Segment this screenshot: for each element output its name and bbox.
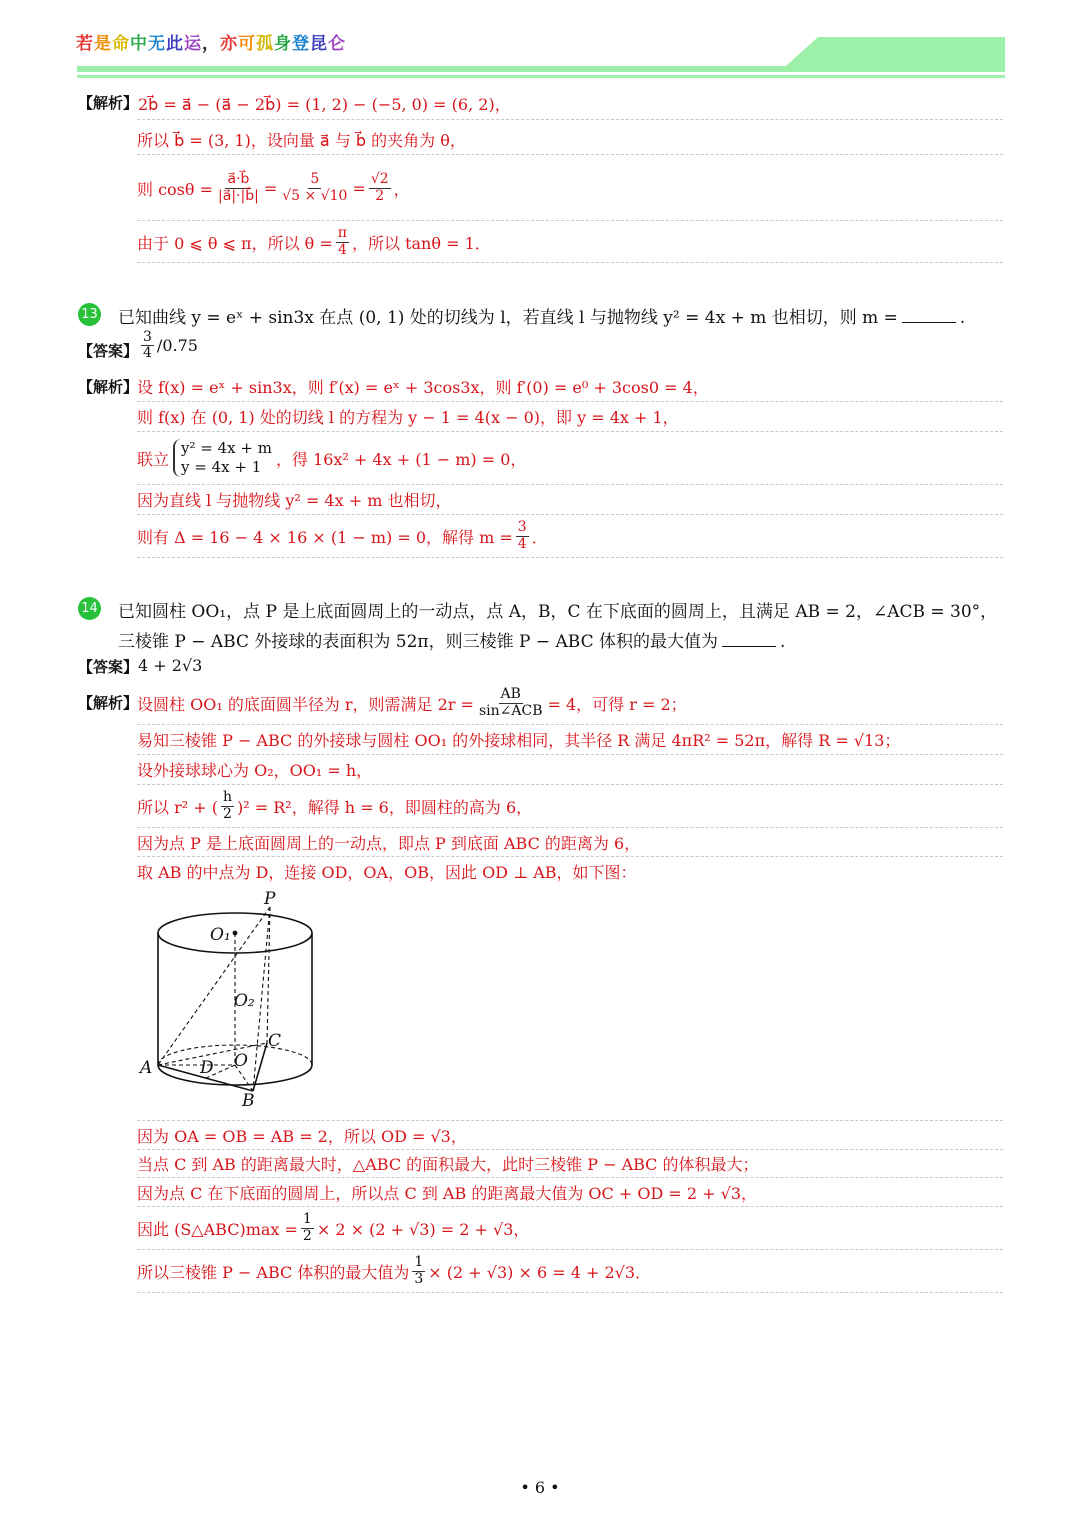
question-14-answer: 4 + 2√3 xyxy=(138,656,203,675)
q13-solution-line-4: 因为直线 l 与抛物线 y² = 4x + m 也相切， xyxy=(137,485,1003,515)
motto-char: 登 xyxy=(292,34,310,54)
motto-char: 命 xyxy=(112,34,130,54)
fig-label-O: O xyxy=(234,1051,248,1071)
motto-char: 是 xyxy=(94,34,112,54)
header-motto xyxy=(76,29,346,54)
motto-char: 可 xyxy=(238,34,256,54)
q14-solution-line-8: 当点 C 到 AB 的距离最大时，△ABC 的面积最大，此时三棱锥 P − ABC 的体积最大； xyxy=(137,1149,1003,1178)
prev-solution-line-3: 则 cosθ = $\frac{a⃗\cdot b⃗}{|a⃗|\cdot|b⃗|}$ = $\frac{5}{√5 \times √10}$ = $\frac{√2}{2}$ ， xyxy=(137,156,1003,221)
fig-label-O1: O₁ xyxy=(210,925,231,945)
prev-solution-line-4: 由于 0 ⩽ θ ⩽ π，所以 θ = $\frac{\pi}{4}$ ，所以 tanθ = 1． xyxy=(137,222,1003,263)
motto-char: ， xyxy=(202,34,220,54)
fig-label-P: P xyxy=(264,890,276,909)
q14-solution-line-3: 设外接球球心为 O₂，OO₁ = h， xyxy=(137,755,1003,785)
prev-solution-line-1: 2b⃗ = a⃗ − (a⃗ − 2b⃗) = (1, 2) − (−5, 0) = (6, 2)， xyxy=(138,95,511,114)
motto-char: 若 xyxy=(76,34,94,54)
answer-label: 【答案】 xyxy=(78,342,139,360)
motto-char: 孤 xyxy=(256,34,274,54)
question-13-text: 已知曲线 y = eˣ + sin3x 在点 (0, 1) 处的切线为 l，若直线 l 与抛物线 y² = 4x + m 也相切，则 m = . xyxy=(118,308,966,328)
q14-solution-line-11: 所以三棱锥 P − ABC 体积的最大值为 $\frac{1}{3}$ × (2 + √3) × 6 = 4 + 2√3． xyxy=(137,1250,1003,1293)
fig-label-B: B xyxy=(242,1091,255,1111)
analysis-label: 【解析】 xyxy=(78,378,139,396)
q13-solution-line-1: 设 f(x) = eˣ + sin3x，则 f′(x) = eˣ + 3cos3x，则 f′(0) = e⁰ + 3cos0 = 4， xyxy=(137,372,1003,402)
q13-solution-line-2: 则 f(x) 在 (0, 1) 处的切线 l 的方程为 y − 1 = 4(x − 0)，即 y = 4x + 1， xyxy=(137,402,1003,432)
motto-char: 此 xyxy=(166,34,184,54)
page-number: • 6 • xyxy=(520,1478,560,1497)
fig-label-A: A xyxy=(140,1058,153,1078)
analysis-label: 【解析】 xyxy=(78,694,139,712)
answer-blank xyxy=(902,308,956,323)
analysis-label: 【解析】 xyxy=(78,94,139,112)
question-14-badge: 14 xyxy=(78,597,101,620)
motto-char: 无 xyxy=(148,34,166,54)
q13-solution-line-5: 则有 Δ = 16 − 4 × 16 × (1 − m) = 0，解得 m = $\frac{3}{4}$ ． xyxy=(137,515,1003,558)
question-13-answer: $\frac{3}{4}$ /0.75 xyxy=(143,329,198,362)
q14-solution-line-9: 因为点 C 在下底面的圆周上，所以点 C 到 AB 的距离最大值为 OC + OD = 2 + √3， xyxy=(137,1178,1003,1207)
q14-solution-line-1: 设圆柱 OO₁ 的底面圆半径为 r，则需满足 2r = $\frac{AB}{\text{sin∠ACB}}$ = 4，可得 r = 2； xyxy=(137,682,1003,725)
q14-solution-line-5: 因为点 P 是上底面圆周上的一动点，即点 P 到底面 ABC 的距离为 6， xyxy=(137,828,1003,857)
q14-solution-line-10: 因此 (S△ABC)max = $\frac{1}{2}$ × 2 × (2 + √3) = 2 + √3， xyxy=(137,1207,1003,1250)
motto-char: 亦 xyxy=(220,34,238,54)
motto-char: 运 xyxy=(184,34,202,54)
q14-solution-line-6: 取 AB 的中点为 D，连接 OD，OA，OB，因此 OD ⊥ AB，如下图： xyxy=(137,862,637,882)
answer-blank xyxy=(722,632,776,647)
prev-solution-line-2: 所以 b⃗ = (3, 1)，设向量 a⃗ 与 b⃗ 的夹角为 θ， xyxy=(137,124,1003,155)
fig-label-D: D xyxy=(200,1058,214,1078)
q14-solution-line-2: 易知三棱锥 P − ABC 的外接球与圆柱 OO₁ 的外接球相同，其半径 R 满足 4πR² = 52π，解得 R = √13； xyxy=(137,725,1003,755)
cylinder-figure xyxy=(130,890,330,1115)
question-14-text-1: 已知圆柱 OO₁，点 P 是上底面圆周上的一动点，点 A，B，C 在下底面的圆周上，且满足 AB = 2，∠ACB = 30°， xyxy=(118,602,998,622)
rule xyxy=(137,118,1003,120)
fig-label-C: C xyxy=(268,1031,282,1051)
q14-solution-line-4: 所以 r² + ( $\frac{h}{2}$ )² = R²，解得 h = 6，即圆柱的高为 6， xyxy=(137,785,1003,828)
motto-char: 仑 xyxy=(328,34,346,54)
motto-char: 身 xyxy=(274,34,292,54)
question-14-text-2: 三棱锥 P − ABC 外接球的表面积为 52π，则三棱锥 P − ABC 体积的最大值为 . xyxy=(118,632,786,652)
fig-label-O2: O₂ xyxy=(234,991,255,1011)
q14-solution-line-7: 因为 OA = OB = AB = 2，所以 OD = √3， xyxy=(137,1120,1003,1150)
motto-char: 昆 xyxy=(310,34,328,54)
motto-char: 中 xyxy=(130,34,148,54)
q13-solution-line-3: 联立 y² = 4x + m y = 4x + 1 ，得 16x² + 4x + (1 − m) = 0， xyxy=(137,432,1003,485)
question-13-badge: 13 xyxy=(78,303,101,326)
answer-label: 【答案】 xyxy=(78,658,139,676)
